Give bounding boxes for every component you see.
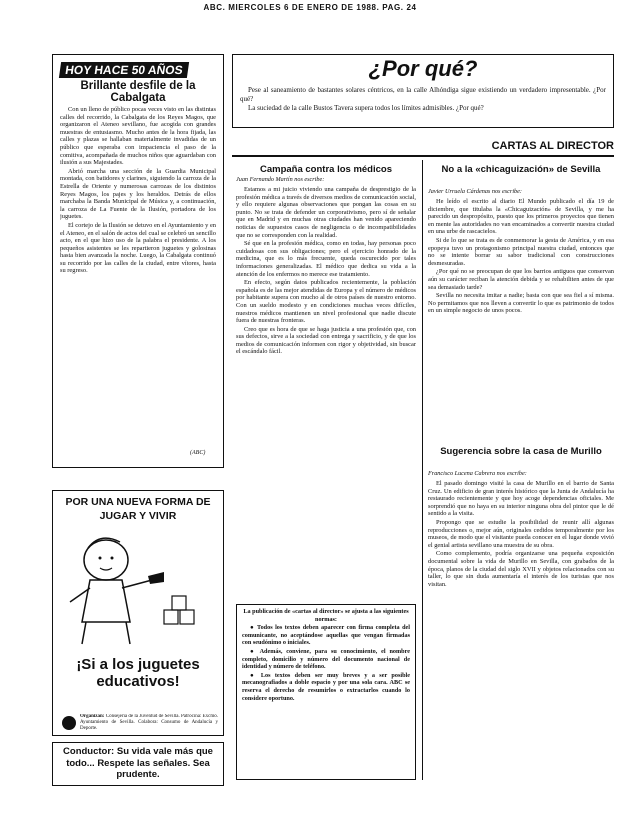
rules-body — [242, 608, 410, 776]
murillo-title: Sugerencia sobre la casa de Murillo — [440, 446, 602, 457]
organizer-body: Consejería de la Juventud de Sevilla. Patrocina: Excmo. Ayuntamiento de Sevilla. Colabora: Consumo de Andalucía y Deporte. — [80, 714, 218, 731]
porque-item: Pese al saneamiento de bastantes solares céntricos, en la calle Alhóndiga sigue existiendo un verdadero impresentable. ¿Por qué? — [240, 86, 606, 103]
conductor-ad-text: Conductor: Su vida vale más que todo... Respete las señales. Sea prudente. — [63, 746, 213, 780]
toy-ad-line1: POR UNA NUEVA FORMA DE — [65, 496, 211, 508]
chicago-body — [428, 198, 614, 436]
chicago-byline: Javier Urruela Cárdenas nos escribe: — [428, 188, 522, 195]
hoy-hace-body — [60, 106, 216, 446]
hoy-hace-banner: HOY HACE 50 AÑOS — [59, 62, 189, 78]
chicago-paragraph: He leído el escrito al diario El Mundo publicado el día 19 de diciembre, que titulaba la «Chicaguización» de Sevilla, y me ha parecido un despropósito, puesto que los primeros proyectos que tienen en mente las autoridades no van encaminados a convertir nuestra ciudad en una urbe de rascacielos. — [428, 198, 614, 236]
porque-items — [240, 86, 606, 124]
chicago-paragraph: ¿Por qué no se preocupan de que los barrios antiguos que conservan aún su carácter reciban la atención debida y se rehabiliten antes de que sea demasiado tarde? — [428, 268, 614, 291]
porque-title: ¿Por qué? — [368, 56, 478, 81]
chicago-title: No a la «chicaguización» de Sevilla — [441, 164, 601, 175]
hoy-hace-paragraph: Abrió marcha una sección de la Guardia Municipal montada, con batidores y clarines, siguiendo la carroza de la Estrella de Oriente y numerosas carrozas de los distintos Reyes Magos, los pajes y los heraldos. Detrás de ellos marchaba la Banda Municipal de Música y, a continuación, la carroza de La Fuente de la Ilusión, portadora de los juguetes. — [60, 167, 216, 221]
rules-item: ● Además, conviene, para su conocimiento, el nombre completo, domicilio y número del documento nacional de identidad y número de teléfono. — [242, 647, 410, 671]
porque-item: La suciedad de la calle Bustos Tavera supera todos los límites admisibles. ¿Por qué? — [248, 104, 484, 113]
medicos-paragraph: Sé que en la profesión médica, como en todas, hay personas poco cuidadosas con sus obligaciones; pero el ejercicio honrado de la medicina, que es lo más frecuente, queda oscurecido por tales informaciones generalizadas. El médico que dedica su vida a la atención de los enfermos no merece ese tratamiento. — [236, 240, 416, 278]
cartas-rule — [232, 155, 614, 157]
page-header: ABC. MIERCOLES 6 DE ENERO DE 1988. PAG. 24 — [203, 3, 417, 12]
murillo-body — [428, 480, 614, 780]
medicos-paragraph: En efecto, según datos publicados recientemente, la población española es de las mejor atendidas de Europa y el número de médicos por habitante supera con mucho al de otros países de nuestro entorno. Con un sueldo modesto y en condiciones muchas veces difíciles, nuestros médicos mantienen un nivel profesional que nadie discute fuera de nuestras fronteras. — [236, 279, 416, 325]
organizer-logo — [62, 716, 76, 730]
column-divider — [422, 160, 423, 780]
medicos-paragraph: Estamos a mi juicio viviendo una campaña de desprestigio de la profesión médica a través de diversos medios de comunicación social, y ello requiere algunas observaciones que pongan las cosas en su punto. No se trata de defender un corporativismo, pero sí de señalar que en Madrid y en muchas otras ciudades han venido apareciendo noticias de supuestos casos de negligencia o de incompatibilidades que no se corresponden con la realidad. — [236, 186, 416, 239]
medicos-body — [236, 186, 416, 598]
juguetes-slogan: ¡Si a los juguetes educativos! — [76, 656, 200, 690]
hoy-hace-paragraph: El cortejo de la Ilusión se detuvo en el Ayuntamiento y en el Ateneo, en el salón de actos del cual se celebró un sencillo acto, en el que hizo uso de la palabra el presidente. A los pequeños asistentes se les repartieron juguetes y golosinas hasta bien avanzada la noche. Luego, la Cabalgata continuó su recorrido por las calles de la ciudad, entre vítores, hasta su regreso. — [60, 221, 216, 275]
murillo-paragraph: Propongo que se estudie la posibilidad de reunir allí algunas reproducciones o, mejor aún, originales cedidos temporalmente por los museos, de modo que el visitante pueda conocer en el lugar donde vivió el genial artista sevillano una muestra de su obra. — [428, 518, 614, 549]
murillo-paragraph: Como complemento, podría organizarse una pequeña exposición documental sobre la vida de Murillo en Sevilla, con grabados de la época, planos de la ciudad del siglo XVII y objetos relacionados con su taller, lo que sin duda aumentaría el interés de los turistas que nos visitan. — [428, 550, 614, 588]
medicos-paragraph: Creo que es hora de que se haga justicia a una profesión que, con sus defectos, sirve a la sociedad con entrega y sacrificio, y de que los medios de comunicación informen con rigor y objetividad, sin buscar el escándalo fácil. — [236, 325, 416, 356]
hoy-hace-headline: Brillante desfile de la Cabalgata — [80, 80, 196, 104]
child-illustration — [60, 526, 216, 650]
chicago-paragraph: Si de lo que se trata es de conmemorar la gesta de América, y en esa epopeya tuvo un protagonismo principal nuestra ciudad, entonces que no se intente borrar su sabor tradicional con construcciones desmesuradas. — [428, 236, 614, 267]
rules-title: La publicación de «cartas al director» se ajusta a las siguientes normas: — [243, 608, 409, 623]
murillo-paragraph: El pasado domingo visité la casa de Murillo en el barrio de Santa Cruz. Un edificio de gran interés histórico que la Junta de Andalucía ha restaurado recientemente y que hoy acoge dependencias oficiales. Me sorprendió que no haya en su interior ninguna obra del pintor que le dé sentido a la visita. — [428, 480, 614, 518]
rules-item: ● Los textos deben ser muy breves y a ser posible mecanografiados a doble espacio y por una sola cara. ABC se reserva el derecho de resumirlos o extractarlos cuando lo considere oportuno. — [242, 671, 410, 702]
hoy-hace-footer: (ABC) — [190, 450, 206, 456]
organizer-text — [80, 714, 218, 734]
organizer-label: Organizan: — [80, 714, 105, 719]
medicos-title: Campaña contra los médicos — [260, 164, 392, 175]
medicos-byline: Juan Fernando Martín nos escribe: — [236, 176, 325, 183]
rules-item: ● Todos los textos deben aparecer con firma completa del comunicante, no aceptándose aquellas que vengan firmadas con seudónimo o iniciales. — [242, 624, 410, 647]
cartas-header: CARTAS AL DIRECTOR — [491, 140, 614, 152]
hoy-hace-paragraph: Con un lleno de público pocas veces visto en las distintas calles del recorrido, la Cabalgata de los Reyes Magos, que organizaron el Ateneo sevillano, fue acogida con grandes muestras de entusiasmo. Mucho antes de la hora fijada, las calles y plazas se hallaban materialmente invadidas de un público que esperaba con impaciencia el paso de la comitiva, acompañada de muchos niños que aguardaban con ilusión a sus Majestades. — [60, 106, 216, 167]
chicago-paragraph: Sevilla no necesita imitar a nadie; basta con que sea fiel a sí misma. No permitamos que nos lleven a convertir lo que es patrimonio de todos en un simple negocio de unos pocos. — [428, 292, 614, 315]
toy-ad-line2: JUGAR Y VIVIR — [99, 510, 177, 522]
murillo-byline: Francisco Lucena Cabrera nos escribe: — [428, 470, 527, 477]
